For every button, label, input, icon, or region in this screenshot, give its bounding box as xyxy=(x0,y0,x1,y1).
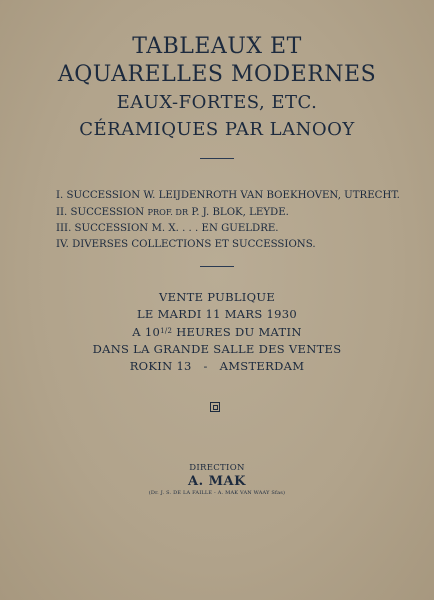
divider-middle xyxy=(200,266,234,267)
partners-line: (Dr. J. S. DE LA FAILLE - A. MAK VAN WAAY Sfas) xyxy=(148,490,286,496)
direction-label: DIRECTION xyxy=(189,463,245,473)
sale-venue: DANS LA GRANDE SALLE DES VENTES xyxy=(92,342,342,356)
title-line-1: TABLEAUX ET xyxy=(132,34,302,59)
square-ornament-icon xyxy=(210,402,220,412)
succession-2: II. SUCCESSION PROF. DR P. J. BLOK, LEYDE. xyxy=(56,207,289,218)
auctioneer-name: A. MAK xyxy=(188,474,246,489)
title-line-4: CÉRAMIQUES PAR LANOOY xyxy=(79,119,355,140)
succession-1: I. SUCCESSION W. LEIJDENROTH VAN BOEKHOVEN, UTRECHT. xyxy=(56,190,400,201)
sale-info xyxy=(0,289,434,375)
succession-4: IV. DIVERSES COLLECTIONS ET SUCCESSIONS. xyxy=(56,239,316,250)
divider-top xyxy=(200,158,234,159)
sale-address: ROKIN 13 - AMSTERDAM xyxy=(129,359,305,373)
sale-time: A $10^{1/2}$ HEURES DU MATIN xyxy=(132,325,302,339)
title-line-2: AQUARELLES MODERNES xyxy=(57,62,377,87)
sale-line-1: VENTE PUBLIQUE xyxy=(158,290,276,304)
succession-3: III. SUCCESSION M. X. . . . EN GUELDRE. xyxy=(56,223,279,234)
successions-list xyxy=(56,188,400,253)
sale-date: LE MARDI 11 MARS 1930 xyxy=(137,307,297,321)
title-line-3: EAUX-FORTES, ETC. xyxy=(116,92,318,113)
